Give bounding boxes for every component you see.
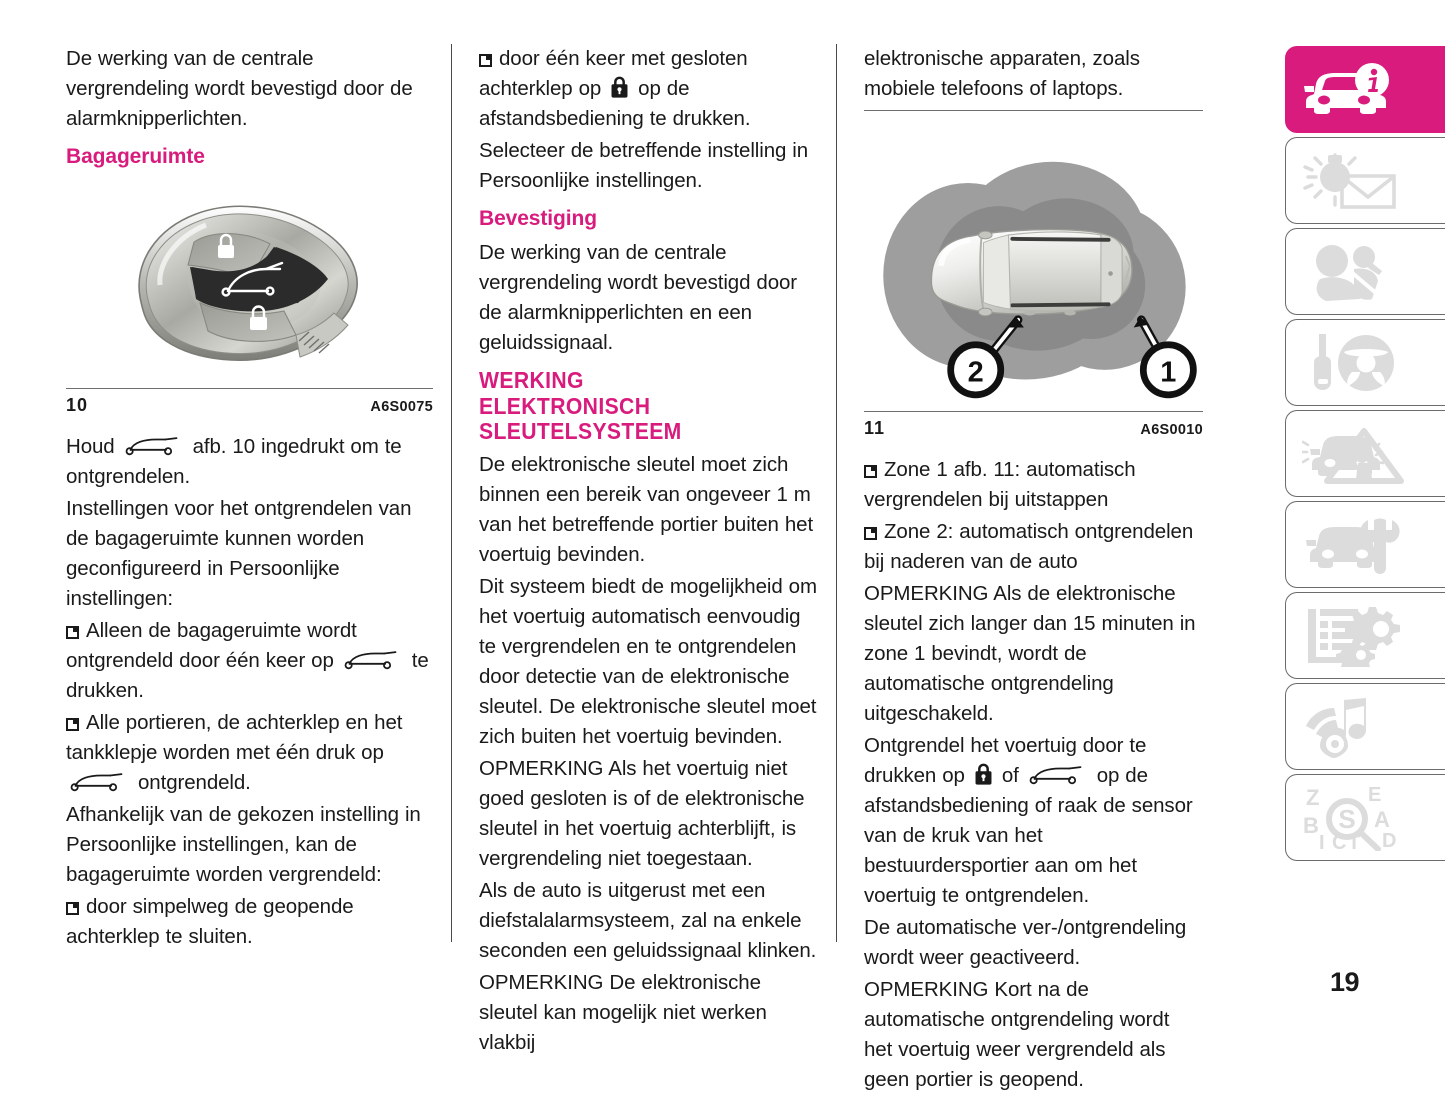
car-trunk-icon — [69, 773, 129, 793]
paragraph-note: OPMERKING Als het voertuig niet goed gesloten is of de elektronische sleutel in het voertuig achterblijft, is vergrendeling niet toegestaan. — [479, 756, 805, 870]
lock-icon — [974, 763, 993, 786]
alphabetical-index-icon — [1302, 785, 1406, 851]
svg-text:1: 1 — [1160, 356, 1177, 389]
car-top-view — [931, 230, 1132, 316]
figure-10-caption — [66, 389, 433, 416]
figure-code: A6S0010 — [1140, 422, 1203, 438]
svg-text:A: A — [1374, 806, 1390, 832]
bullet-text: door simpelweg de geopende achterklep te sluiten. — [66, 895, 354, 948]
chapter-heading-werking-elektronisch-sleutelsysteem — [479, 368, 791, 445]
tab-index[interactable] — [1285, 774, 1445, 861]
lock-icon — [610, 76, 629, 99]
car-trunk-icon — [1028, 766, 1088, 786]
text-pre: Ontgrendel het voertuig door te drukken op — [864, 734, 1147, 787]
figure-number: 11 — [864, 418, 886, 438]
text-post: op de afstandsbediening of raak de sensor van de kruk van het bestuurdersportier aan om het voertuig te ontgrendelen. — [864, 764, 1193, 907]
tab-safety[interactable] — [1285, 228, 1445, 315]
car-info-icon — [1302, 62, 1394, 118]
svg-text:D: D — [1382, 829, 1397, 851]
paragraph: De automatische ver-/ontgrendeling wordt weer geactiveerd. — [864, 916, 1187, 969]
text-post: afb. 10 ingedrukt om te ontgrendelen. — [66, 435, 402, 488]
warning-triangle-car-icon — [1302, 423, 1406, 485]
svg-text:2: 2 — [967, 356, 984, 389]
paragraph: De werking van de centrale vergrendeling wordt bevestigd door de alarmknipperlichten. — [66, 47, 413, 130]
paragraph: Dit systeem biedt de mogelijkheid om het voertuig automatisch eenvoudig te vergrendelen en te ontgrendelen door detectie van de elektronische sleutel. De elektronische sleutel moet zich buiten het voertuig bevinden. — [479, 574, 817, 748]
bullet-square-icon — [66, 902, 79, 915]
figure-11-caption — [864, 412, 1203, 439]
column-3 — [836, 44, 1221, 1091]
bullet-item — [864, 517, 1203, 577]
key-fob-illustration — [100, 185, 400, 385]
dashboard-mail-icon — [1302, 151, 1400, 211]
figure-10 — [66, 178, 433, 416]
section-heading-bagageruimte: Bagageruimte — [66, 145, 205, 168]
page-columns — [66, 44, 1271, 1091]
paragraph: Selecteer de betreffende instelling in Persoonlijke instellingen. — [479, 139, 809, 192]
heading-line-3: SLEUTELSYSTEEM — [479, 418, 682, 444]
car-wrench-icon — [1302, 516, 1402, 574]
bullet-item — [66, 892, 433, 952]
tab-vehicle-info[interactable] — [1285, 46, 1445, 133]
figure-code: A6S0075 — [370, 399, 433, 415]
paragraph: Als de auto is uitgerust met een diefstalalarmsysteem, zal na enkele seconden een geluidssignaal klinken. — [479, 878, 817, 962]
tab-starting-driving[interactable] — [1285, 319, 1445, 406]
text-post: te drukken. — [66, 649, 429, 702]
svg-text:S: S — [1338, 803, 1356, 834]
column-1 — [66, 44, 451, 948]
text-pre: Houd — [66, 435, 121, 458]
paragraph: De werking van de centrale vergrendeling wordt bevestigd door de alarmknipperlichten en een geluidssignaal. — [479, 241, 798, 354]
paragraph: Afhankelijk van de gekozen instelling in Persoonlijke instellingen, kan de bagageruimte worden vergrendeld: — [66, 803, 421, 886]
tab-maintenance[interactable] — [1285, 501, 1445, 588]
bullet-item — [66, 616, 433, 706]
tab-dashboard-displays[interactable] — [1285, 137, 1445, 224]
occupant-safety-icon — [1302, 241, 1394, 303]
bullet-square-icon — [479, 54, 492, 67]
heading-line-2: ELEKTRONISCH — [479, 392, 651, 419]
figure-11-image — [864, 111, 1203, 411]
tab-multimedia[interactable] — [1285, 683, 1445, 770]
chapter-tab-sidebar — [1285, 46, 1445, 865]
bullet-square-icon — [66, 626, 79, 639]
heading-line-1: WERKING — [479, 367, 584, 393]
bullet-text: Zone 1 afb. 11: automatisch vergrendelen bij uitstappen — [864, 458, 1136, 511]
text-pre: Alle portieren, de achterklep en het tankklepje worden met één druk op — [66, 711, 403, 764]
figure-10-image — [66, 178, 433, 388]
paragraph-hold-trunk — [66, 432, 433, 492]
bullet-text: Zone 2: automatisch ontgrendelen bij naderen van de auto — [864, 520, 1194, 573]
bullet-item — [66, 708, 433, 798]
svg-text:T: T — [1348, 831, 1361, 851]
paragraph: De elektronische sleutel moet zich binnen een bereik van ongeveer 1 m van het betreffende portier buiten het voertuig bevinden. — [479, 452, 814, 566]
bullet-square-icon — [66, 718, 79, 731]
text-pre: door één keer met gesloten achterklep op — [479, 47, 748, 100]
svg-text:C: C — [1332, 831, 1347, 851]
multimedia-music-icon — [1302, 696, 1394, 758]
paragraph-note: OPMERKING Kort na de automatische ontgrendeling wordt het voertuig weer vergrendeld als geen portier is geopend. — [864, 978, 1170, 1091]
section-heading-bevestiging: Bevestiging — [479, 207, 597, 230]
paragraph: Instellingen voor het ontgrendelen van de bagageruimte kunnen worden geconfigureerd in Persoonlijke instellingen: — [66, 497, 412, 610]
paragraph-note: OPMERKING Als de elektronische sleutel zich langer dan 15 minuten in zone 1 bevindt, wordt de automatische ontgrendeling uitgeschakeld. — [864, 582, 1196, 725]
svg-text:B: B — [1303, 812, 1319, 838]
paragraph: elektronische apparaten, zoals mobiele telefoons of laptops. — [864, 47, 1140, 100]
svg-text:Z: Z — [1306, 784, 1320, 810]
svg-text:E: E — [1368, 784, 1382, 806]
bullet-item — [864, 455, 1203, 515]
svg-text:I: I — [1319, 831, 1325, 851]
text-post: ontgrendeld. — [132, 771, 251, 794]
key-steering-icon — [1302, 332, 1400, 394]
bullet-square-icon — [864, 527, 877, 540]
text-post: op de afstandsbediening te drukken. — [479, 77, 751, 130]
paragraph-unlock-instructions — [864, 731, 1203, 911]
car-trunk-icon — [124, 437, 184, 457]
zone-detection-illustration — [864, 116, 1203, 406]
paragraph-note: OPMERKING De elektronische sleutel kan mogelijk niet werken vlakbij — [479, 970, 767, 1054]
car-trunk-icon — [343, 651, 403, 671]
tab-emergency[interactable] — [1285, 410, 1445, 497]
tab-specifications[interactable] — [1285, 592, 1445, 679]
text-pre: Alleen de bagageruimte wordt ontgrendeld door één keer op — [66, 619, 357, 672]
figure-11 — [864, 110, 1203, 439]
page-number: 19 — [1329, 967, 1359, 997]
text-mid: of — [995, 764, 1025, 787]
column-2 — [451, 44, 836, 1054]
specs-gears-icon — [1302, 605, 1402, 667]
bullet-item — [479, 44, 818, 134]
figure-number: 10 — [66, 395, 89, 415]
bullet-square-icon — [864, 465, 877, 478]
